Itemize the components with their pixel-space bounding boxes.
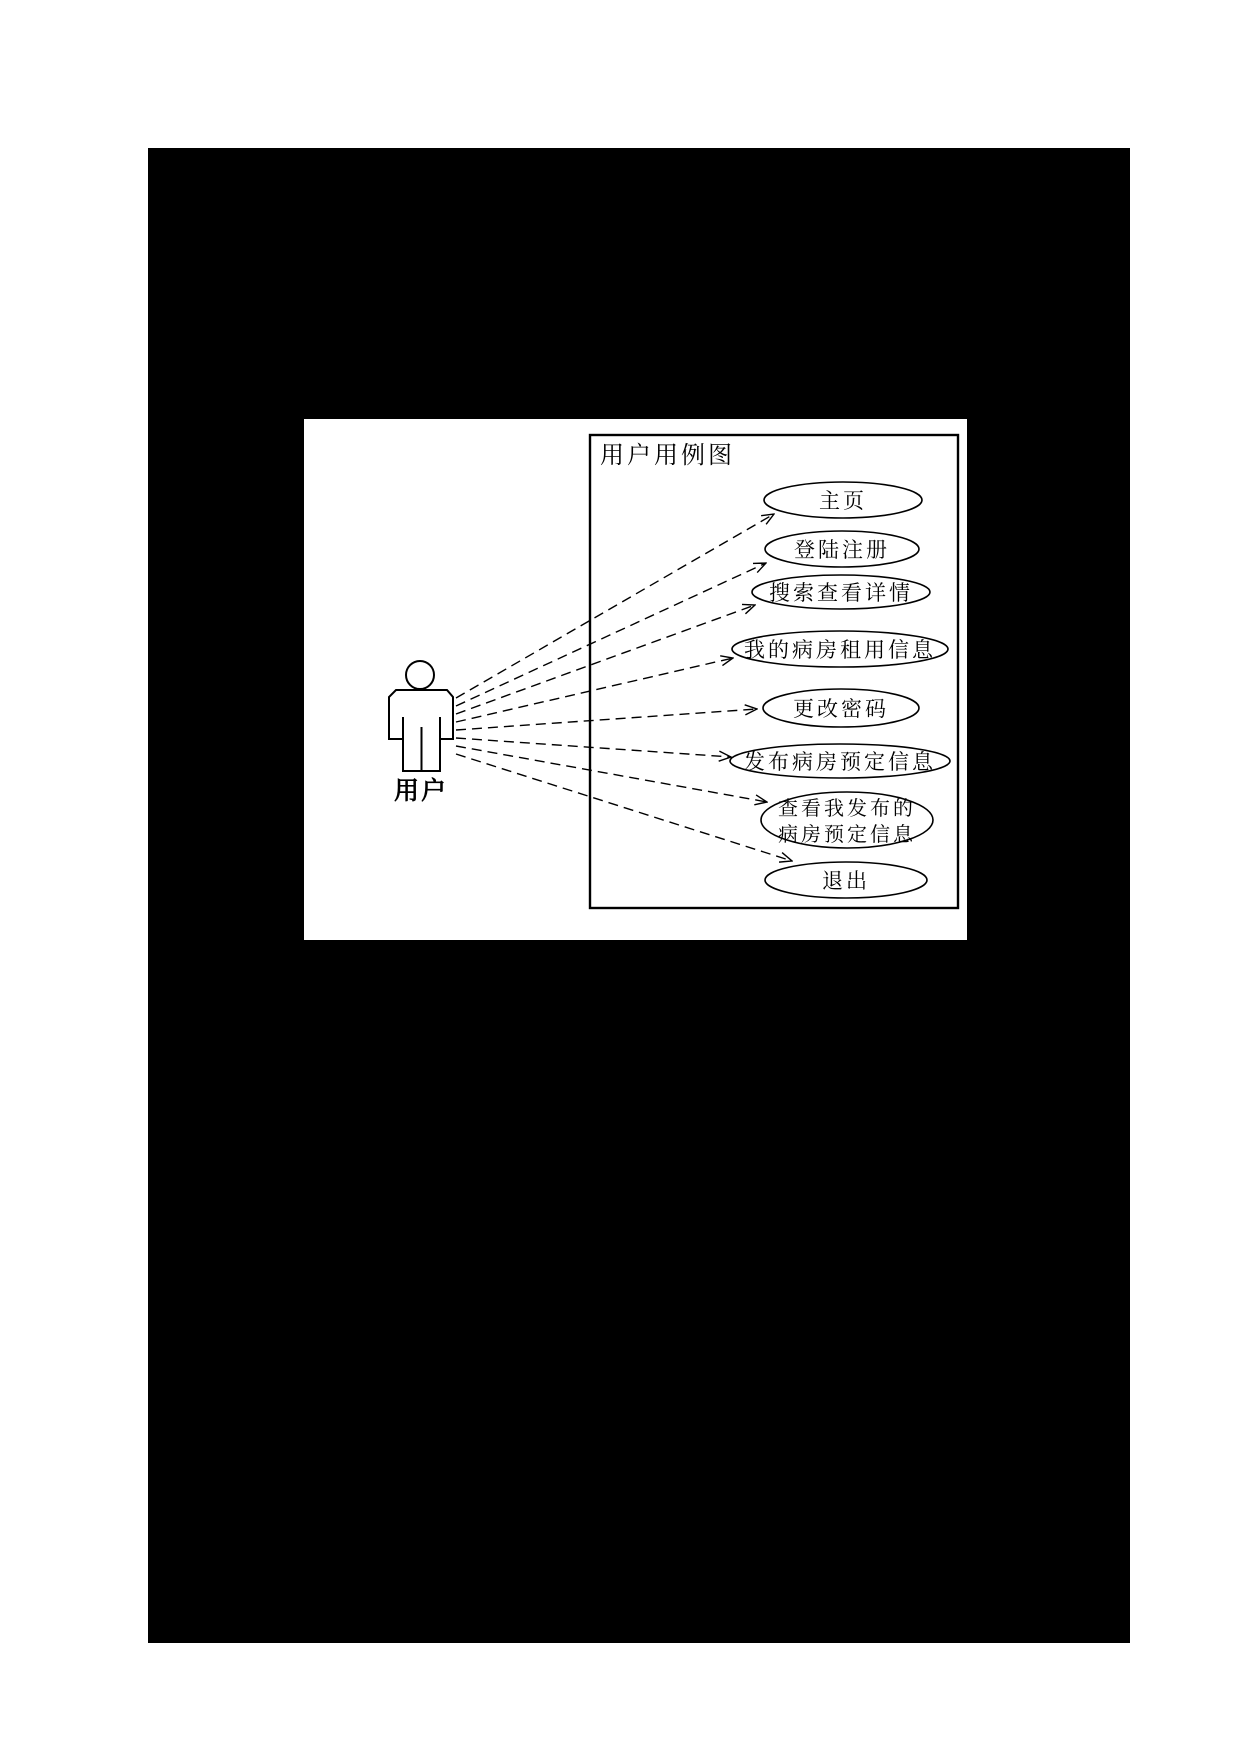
- diagram-title: 用户用例图: [600, 441, 735, 469]
- use-case-logout-label: 退出: [822, 869, 870, 893]
- use-case-diagram-svg: [304, 419, 967, 940]
- association-line-logout: [456, 754, 792, 861]
- use-case-home: [764, 482, 922, 518]
- use-case-view-my-published-reservation: [761, 792, 933, 848]
- actor-figure: [389, 661, 453, 805]
- use-case-publish-ward-reservation-label: 发布病房预定信息: [744, 750, 936, 774]
- use-case-login-register-label: 登陆注册: [794, 538, 890, 562]
- use-case-my-ward-rental-info: [732, 631, 948, 667]
- association-line-home: [456, 514, 774, 698]
- use-case-search-details: [752, 575, 930, 609]
- association-line-search-details: [456, 605, 755, 714]
- use-case-change-password-label: 更改密码: [793, 697, 889, 721]
- association-line-my-ward-rental: [456, 658, 733, 722]
- actor-label: 用户: [393, 776, 449, 805]
- association-lines: [456, 514, 792, 861]
- use-case-login-register: [765, 531, 919, 567]
- use-case-change-password: [763, 689, 919, 727]
- use-case-home-label: 主页: [819, 489, 867, 513]
- use-case-publish-ward-reservation: [730, 744, 950, 778]
- use-case-search-details-label: 搜索查看详情: [769, 581, 913, 605]
- association-line-login-register: [456, 563, 766, 706]
- use-case-view-my-published-reservation-line2: 病房预定信息: [778, 822, 916, 846]
- use-case-diagram-panel: [304, 419, 967, 940]
- association-line-change-password: [456, 709, 757, 730]
- use-cases: [730, 482, 950, 898]
- use-case-view-my-published-reservation-line1: 查看我发布的: [778, 796, 916, 820]
- use-case-logout: [765, 862, 927, 898]
- actor-head: [406, 661, 434, 689]
- association-line-publish-reservation: [456, 738, 731, 757]
- association-line-view-my-published: [456, 746, 767, 802]
- use-case-my-ward-rental-info-label: 我的病房租用信息: [744, 638, 936, 662]
